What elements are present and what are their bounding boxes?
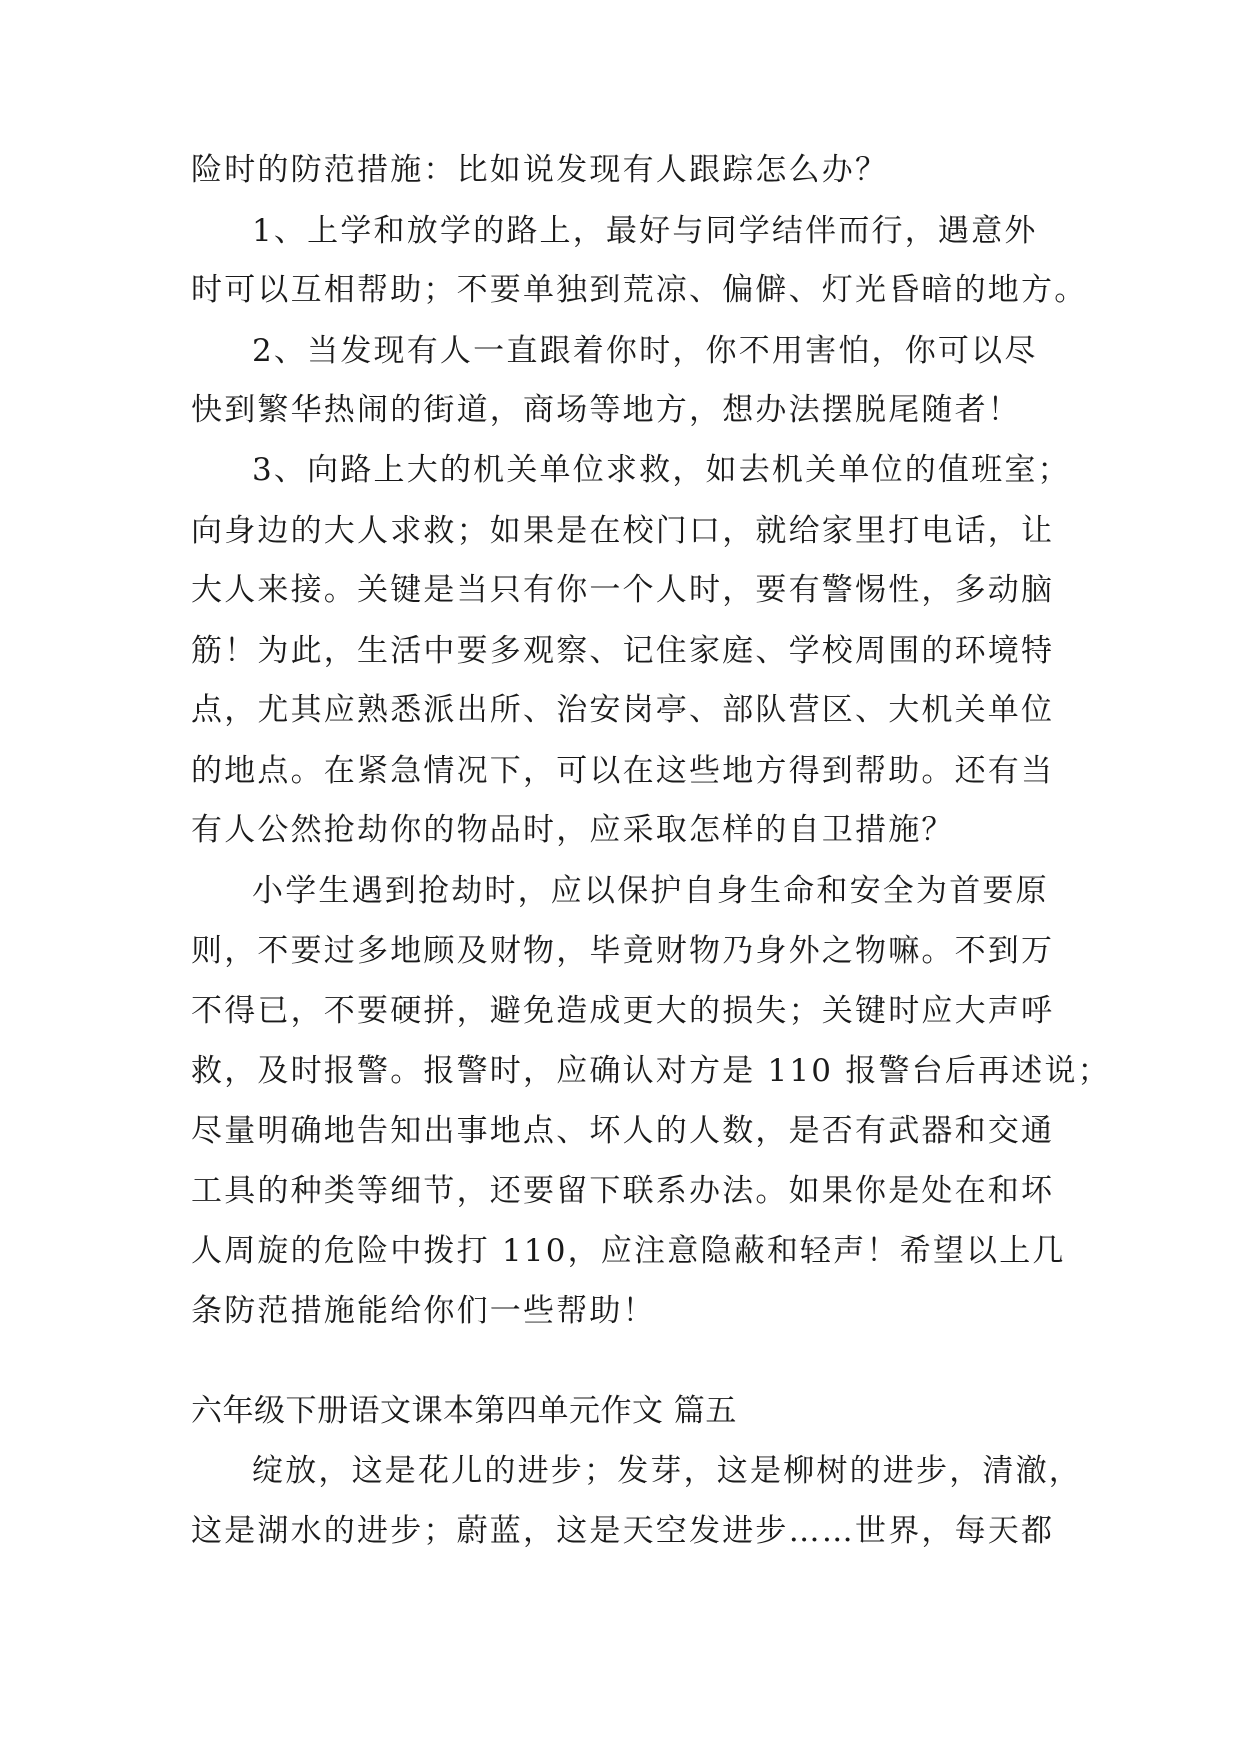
text-line: 则，不要过多地顾及财物，毕竟财物乃身外之物嘛。不到万	[191, 933, 1055, 969]
section-heading: 六年级下册语文课本第四单元作文 篇五	[191, 1393, 737, 1429]
text-line: 救，及时报警。报警时，应确认对方是 110 报警台后再述说；	[191, 1053, 1111, 1089]
text-line: 大人来接。关键是当只有你一个人时，要有警惕性，多动脑	[191, 572, 1055, 608]
text-line: 时可以互相帮助；不要单独到荒凉、偏僻、灯光昏暗的地方。	[191, 272, 1088, 308]
text-line: 险时的防范措施：比如说发现有人跟踪怎么办？	[191, 152, 889, 188]
text-line: 条防范措施能给你们一些帮助！	[191, 1293, 656, 1329]
text-line: 小学生遇到抢劫时，应以保护自身生命和安全为首要原	[252, 873, 1049, 909]
text-line: 2、当发现有人一直跟着你时，你不用害怕，你可以尽	[252, 333, 1038, 369]
text-line: 人周旋的危险中拨打 110，应注意隐蔽和轻声！希望以上几	[191, 1233, 1066, 1269]
text-line: 筋！为此，生活中要多观察、记住家庭、学校周围的环境特	[191, 633, 1055, 669]
text-line: 工具的种类等细节，还要留下联系办法。如果你是处在和坏	[191, 1173, 1055, 1209]
text-line: 1、上学和放学的路上，最好与同学结伴而行，遇意外	[252, 213, 1038, 249]
text-line: 的地点。在紧急情况下，可以在这些地方得到帮助。还有当	[191, 753, 1055, 789]
text-line: 向身边的大人求救；如果是在校门口，就给家里打电话，让	[191, 513, 1055, 549]
text-line: 3、向路上大的机关单位求救，如去机关单位的值班室；	[252, 452, 1071, 488]
text-line: 尽量明确地告知出事地点、坏人的人数，是否有武器和交通	[191, 1113, 1055, 1149]
text-line: 有人公然抢劫你的物品时，应采取怎样的自卫措施？	[191, 812, 955, 848]
text-line: 这是湖水的进步；蔚蓝，这是天空发进步……世界，每天都	[191, 1513, 1055, 1549]
text-line: 绽放，这是花儿的进步；发芽，这是柳树的进步，清澈，	[252, 1453, 1082, 1489]
text-line: 快到繁华热闹的街道，商场等地方，想办法摆脱尾随者！	[191, 392, 1021, 428]
text-line: 点，尤其应熟悉派出所、治安岗亭、部队营区、大机关单位	[191, 692, 1055, 728]
text-line: 不得已，不要硬拼，避免造成更大的损失；关键时应大声呼	[191, 993, 1055, 1029]
